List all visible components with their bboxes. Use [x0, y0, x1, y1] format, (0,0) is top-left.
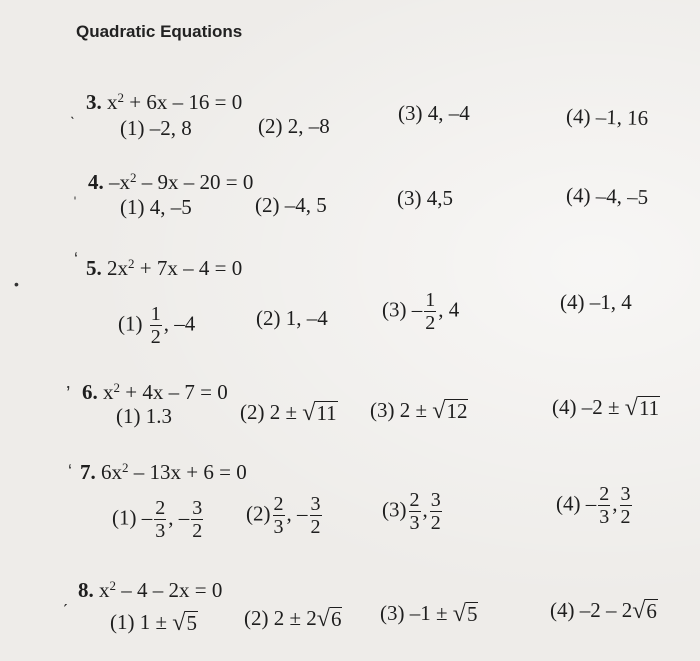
fraction: [620, 484, 632, 527]
denominator: 2: [150, 326, 161, 348]
square-root: √ 5: [452, 601, 478, 627]
q8-option-1: [110, 610, 198, 634]
denominator: 2: [425, 312, 436, 334]
q4-option-4: (4) –4, –5: [565, 182, 649, 210]
square-root: √ 6: [316, 606, 342, 632]
question-5-stem: [86, 255, 243, 280]
q5-option-2: (2) 1, –4: [256, 306, 328, 330]
exponent: 2: [122, 459, 129, 475]
q6-option-4: [552, 395, 660, 419]
fraction: [154, 498, 166, 541]
option-rest: , 4: [438, 297, 460, 322]
question-number: 6.: [82, 380, 98, 404]
option-label: (1): [118, 311, 143, 336]
q6-option-3: [370, 398, 468, 422]
square-root: √ 11: [624, 395, 660, 421]
question-number: 3.: [86, 90, 102, 114]
square-root: √ 6: [632, 598, 657, 624]
option-label: (2): [246, 501, 271, 526]
question-4-stem: [88, 169, 254, 194]
fraction: [424, 290, 436, 333]
q8-option-2: [244, 606, 342, 630]
option-prefix: (2) 2 ± 2: [244, 606, 317, 630]
question-3-stem: [86, 89, 243, 114]
option-label: (3): [382, 497, 407, 522]
q8-option-3: [380, 601, 478, 625]
q4-option-1: (1) 4, –5: [120, 195, 192, 219]
question-7-stem: [80, 459, 247, 484]
pencil-mark: ˏ: [62, 587, 68, 607]
q4-option-3: (3) 4,5: [397, 186, 453, 210]
pencil-mark: ʻ: [68, 462, 72, 482]
numerator: 3: [430, 489, 441, 511]
radicand: 6: [646, 599, 657, 623]
pencil-mark: ’: [66, 383, 71, 405]
denominator: 2: [620, 506, 631, 528]
radicand: 5: [186, 611, 197, 635]
fraction: [409, 490, 421, 533]
option-prefix: (4) –2 – 2: [550, 598, 633, 622]
question-8-stem: [78, 577, 223, 602]
option-prefix: (3) –1 ±: [380, 601, 453, 625]
pencil-mark: ˌ: [72, 180, 78, 200]
option-prefix: (2) 2 ±: [240, 400, 303, 424]
fraction: [310, 494, 322, 537]
question-number: 8.: [78, 578, 94, 602]
square-root: √ 12: [432, 398, 468, 424]
pencil-mark: ˎ: [70, 103, 76, 120]
equation-lead: 2x: [107, 256, 128, 280]
q3-option-3: (3) 4, –4: [398, 101, 470, 125]
q3-option-1: (1) –2, 8: [120, 116, 192, 140]
option-rest: , –4: [163, 311, 196, 336]
question-number: 5.: [86, 256, 102, 280]
option-prefix: (3) 2 ±: [370, 398, 433, 422]
denominator: 2: [310, 516, 321, 538]
equation-tail: + 4x – 7 = 0: [120, 380, 228, 404]
q7-option-4: [556, 484, 634, 527]
denominator: 2: [192, 520, 203, 542]
option-label: (1) –: [112, 505, 153, 530]
numerator: 2: [599, 483, 610, 505]
exponent: 2: [128, 255, 135, 271]
separator: , –: [168, 505, 190, 530]
fraction: [273, 494, 285, 537]
numerator: 3: [310, 493, 321, 515]
q5-option-4: (4) –1, 4: [560, 290, 632, 314]
equation-lead: 6x: [101, 460, 122, 484]
denominator: 3: [409, 512, 420, 534]
equation-tail: + 6x – 16 = 0: [124, 90, 243, 114]
square-root: √ 5: [172, 610, 197, 636]
q6-option-2: [240, 400, 338, 424]
option-prefix: (1) 1 ±: [110, 610, 173, 634]
bullet-mark: •: [14, 276, 19, 292]
radicand: 6: [330, 607, 342, 631]
equation-lead: x: [99, 578, 110, 602]
fraction: [430, 490, 442, 533]
square-root: √ 11: [302, 400, 337, 426]
q6-option-1: (1) 1.3: [116, 404, 172, 428]
exponent: 2: [113, 379, 121, 395]
exponent: 2: [109, 577, 117, 593]
radicand: 11: [638, 396, 660, 420]
denominator: 3: [155, 520, 166, 542]
fraction: [598, 484, 610, 527]
fraction: [150, 304, 162, 347]
pencil-mark: ʻ: [74, 250, 78, 270]
option-prefix: (4) –2 ±: [552, 395, 625, 419]
separator: ,: [422, 497, 428, 522]
q7-option-3: [382, 490, 444, 533]
equation-tail: – 9x – 20 = 0: [136, 170, 254, 194]
numerator: 3: [192, 497, 203, 519]
numerator: 2: [273, 493, 284, 515]
numerator: 2: [155, 497, 166, 519]
equation-lead: x: [103, 380, 114, 404]
q7-option-1: [112, 498, 205, 541]
q4-option-2: (2) –4, 5: [255, 193, 327, 217]
equation-lead: –x: [109, 170, 130, 194]
equation-tail: – 13x + 6 = 0: [128, 460, 247, 484]
radicand: 12: [446, 399, 468, 423]
q8-option-4: [550, 598, 658, 622]
separator: ,: [612, 491, 618, 516]
fraction: [191, 498, 203, 541]
radicand: 5: [466, 602, 478, 626]
separator: , –: [286, 501, 308, 526]
q3-option-2: (2) 2, –8: [258, 114, 330, 138]
numerator: 2: [409, 489, 420, 511]
q5-option-3: [382, 290, 459, 333]
equation-tail: + 7x – 4 = 0: [134, 256, 243, 280]
denominator: 2: [430, 512, 441, 534]
q3-option-4: (4) –1, 16: [565, 103, 649, 131]
option-label: (4) –: [556, 491, 597, 516]
question-number: 7.: [80, 460, 96, 484]
numerator: 1: [425, 289, 436, 311]
radicand: 11: [316, 401, 337, 425]
exponent: 2: [117, 89, 125, 105]
question-number: 4.: [88, 170, 104, 194]
q5-option-1: [118, 304, 195, 347]
equation-lead: x: [107, 90, 118, 114]
numerator: 3: [620, 483, 631, 505]
q7-option-2: [246, 494, 324, 537]
numerator: 1: [150, 303, 161, 325]
denominator: 3: [273, 516, 284, 538]
denominator: 3: [599, 506, 610, 528]
question-6-stem: [82, 379, 228, 404]
equation-tail: – 4 – 2x = 0: [116, 578, 223, 602]
exponent: 2: [130, 169, 137, 185]
option-label: (3) –: [382, 297, 423, 322]
page-title: Quadratic Equations: [76, 22, 243, 41]
